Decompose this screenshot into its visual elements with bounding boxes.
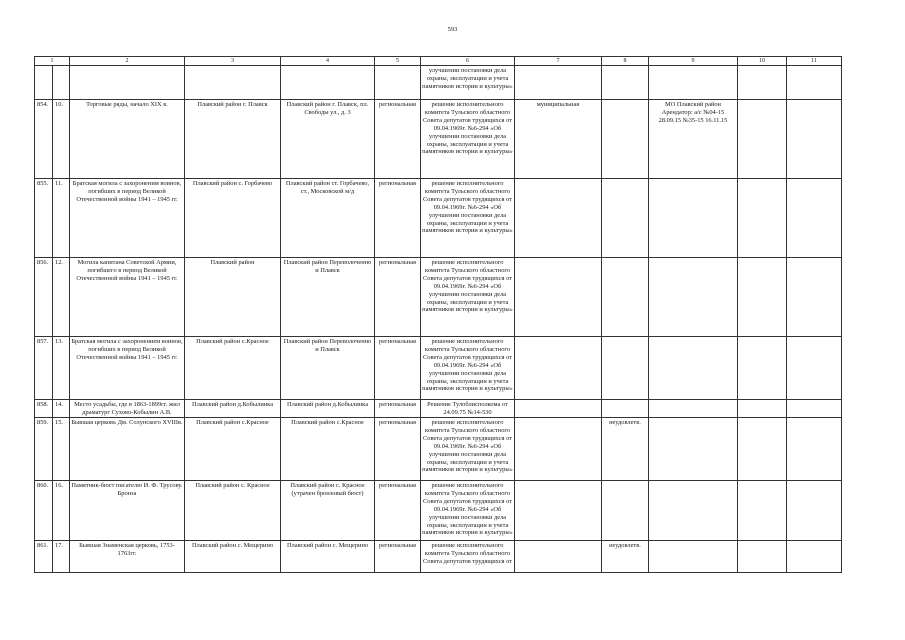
object-location: Плавский район с. Горбачево xyxy=(185,179,281,258)
column-10-cell xyxy=(738,481,787,541)
table-row xyxy=(35,100,842,179)
page-number: 593 xyxy=(447,26,458,33)
object-name: Памятник-бюст писателю И. Ф. Трусову. Бронза xyxy=(70,481,185,541)
column-11-cell xyxy=(787,337,842,400)
technical-condition: неудовлетв. xyxy=(602,418,649,481)
object-address: Плавский район с.Красное xyxy=(281,418,375,481)
registry-number xyxy=(35,66,53,100)
col-3-header: 3 xyxy=(185,57,281,66)
ownership-form: муниципальная xyxy=(515,100,602,179)
ownership-form xyxy=(515,66,602,100)
registry-number: 856. xyxy=(35,258,53,337)
column-10-cell xyxy=(738,258,787,337)
protection-obligation xyxy=(649,258,738,337)
technical-condition xyxy=(602,481,649,541)
column-10-cell xyxy=(738,400,787,418)
col-8-header: 8 xyxy=(602,57,649,66)
col-6-header: 6 xyxy=(421,57,515,66)
column-11-cell xyxy=(787,400,842,418)
col-2-header: 2 xyxy=(70,57,185,66)
protection-obligation xyxy=(649,400,738,418)
local-number: 16. xyxy=(53,481,70,541)
protection-obligation xyxy=(649,66,738,100)
protection-obligation xyxy=(649,418,738,481)
table-row xyxy=(35,400,842,418)
technical-condition xyxy=(602,100,649,179)
object-location: Плавский район д.Кобылинка xyxy=(185,400,281,418)
table-row xyxy=(35,258,842,337)
object-name: Место усадьбы, где в 1863-1899гг. жил драматург Сухово-Кобылин А.В. xyxy=(70,400,185,418)
registry-number: 854. xyxy=(35,100,53,179)
local-number: 12. xyxy=(53,258,70,337)
table-row xyxy=(35,541,842,573)
column-10-cell xyxy=(738,337,787,400)
local-number: 13. xyxy=(53,337,70,400)
registration-document: решение исполнительного комитета Тульского областного Совета депутатов трудящихся от 09.04.1969г. №6-294 «Об улучшении постановки дела охраны, эксплуатации и учета памятников истории и культуры» xyxy=(421,100,515,179)
object-address: Плавский район д.Кобылинка xyxy=(281,400,375,418)
col-7-header: 7 xyxy=(515,57,602,66)
local-number: 10. xyxy=(53,100,70,179)
column-11-cell xyxy=(787,100,842,179)
local-number: 11. xyxy=(53,179,70,258)
local-number xyxy=(53,66,70,100)
column-10-cell xyxy=(738,100,787,179)
col-9-header: 9 xyxy=(649,57,738,66)
technical-condition xyxy=(602,258,649,337)
ownership-form xyxy=(515,179,602,258)
table-row xyxy=(35,418,842,481)
technical-condition xyxy=(602,337,649,400)
protection-obligation xyxy=(649,481,738,541)
col-11-header: 11 xyxy=(787,57,842,66)
protection-obligation xyxy=(649,179,738,258)
ownership-form xyxy=(515,481,602,541)
registration-document: Решение Тулоблисполкома от 24.09.75 №14-530 xyxy=(421,400,515,418)
ownership-form xyxy=(515,400,602,418)
object-location: Плавский район г. Плавск xyxy=(185,100,281,179)
protection-obligation xyxy=(649,541,738,573)
protection-obligation: МО Плавский район Арендатор: а/с №04-15 28.09.15 №35-15 16.11.15 xyxy=(649,100,738,179)
col-5-header: 5 xyxy=(375,57,421,66)
col-4-header: 4 xyxy=(281,57,375,66)
table-row xyxy=(35,179,842,258)
registration-document: решение исполнительного комитета Тульского областного Совета депутатов трудящихся от xyxy=(421,541,515,573)
object-name: Бывшая Знаменская церковь, 1753-1763гг. xyxy=(70,541,185,573)
monument-register-table xyxy=(34,56,842,573)
column-11-cell xyxy=(787,541,842,573)
object-location: Плавский район с.Красное xyxy=(185,418,281,481)
object-location: Плавский район с. Красное xyxy=(185,481,281,541)
ownership-form xyxy=(515,258,602,337)
column-11-cell xyxy=(787,481,842,541)
object-name: Братская могила с захоронением воинов, погибших в период Великой Отечественной войны 1941 – 1945 гг. xyxy=(70,337,185,400)
technical-condition xyxy=(602,400,649,418)
table-row xyxy=(35,337,842,400)
column-11-cell xyxy=(787,258,842,337)
registration-document: решение исполнительного комитета Тульского областного Совета депутатов трудящихся от 09.04.1969г. №6-294 «Об улучшении постановки дела охраны, эксплуатации и учета памятников истории и культуры» xyxy=(421,258,515,337)
ownership-form xyxy=(515,418,602,481)
object-location: Плавский район с. Мещерино xyxy=(185,541,281,573)
object-address: Плавский район ст. Горбачево, ст., Московской м/д xyxy=(281,179,375,258)
column-10-cell xyxy=(738,541,787,573)
col-1-header: 1 xyxy=(35,57,70,66)
protection-category: региональная xyxy=(375,179,421,258)
ownership-form xyxy=(515,337,602,400)
registry-number: 857. xyxy=(35,337,53,400)
column-11-cell xyxy=(787,179,842,258)
column-11-cell xyxy=(787,66,842,100)
registry-number: 855. xyxy=(35,179,53,258)
object-address: Плавский район с. Красное (утрачен бронзовый бюст) xyxy=(281,481,375,541)
object-location: Плавский район xyxy=(185,258,281,337)
protection-obligation xyxy=(649,337,738,400)
column-11-cell xyxy=(787,418,842,481)
table-row xyxy=(35,66,842,100)
registry-number: 858. xyxy=(35,400,53,418)
column-10-cell xyxy=(738,66,787,100)
object-address: Плавский район Переволоченно и Плавск xyxy=(281,337,375,400)
registration-document: решение исполнительного комитета Тульского областного Совета депутатов трудящихся от 09.04.1969г. №6-294 «Об улучшении постановки дела охраны, эксплуатации и учета памятников истории и культуры» xyxy=(421,418,515,481)
local-number: 17. xyxy=(53,541,70,573)
protection-category: региональная xyxy=(375,418,421,481)
local-number: 14. xyxy=(53,400,70,418)
protection-category xyxy=(375,66,421,100)
object-address: Плавский район Переволоченно и Плавск xyxy=(281,258,375,337)
protection-category: региональная xyxy=(375,258,421,337)
object-location: Плавский район с.Красное xyxy=(185,337,281,400)
table-row xyxy=(35,481,842,541)
object-address: Плавский район г. Плавск, пл. Свободы ул., д. 3 xyxy=(281,100,375,179)
object-location xyxy=(185,66,281,100)
local-number: 15. xyxy=(53,418,70,481)
technical-condition: неудовлетв. xyxy=(602,541,649,573)
registration-document: решение исполнительного комитета Тульского областного Совета депутатов трудящихся от 09.04.1969г. №6-294 «Об улучшении постановки дела охраны, эксплуатации и учета памятников истории и культуры» xyxy=(421,179,515,258)
ownership-form xyxy=(515,541,602,573)
registry-number: 859. xyxy=(35,418,53,481)
protection-category: региональная xyxy=(375,100,421,179)
object-name: Бывшая церковь Дм. Солунского XVIIIв. xyxy=(70,418,185,481)
protection-category: региональная xyxy=(375,337,421,400)
object-address: Плавский район с. Мещерино xyxy=(281,541,375,573)
object-name xyxy=(70,66,185,100)
column-number-header-row xyxy=(35,57,842,66)
protection-category: региональная xyxy=(375,541,421,573)
object-name: Могила капитана Советской Армии, погибшего в период Великой Отечественной войны 1941 – 1945 гг. xyxy=(70,258,185,337)
column-10-cell xyxy=(738,418,787,481)
object-name: Братская могила с захороненим воинов, погибших в период Великой Отечественной войны 1941 – 1945 гг. xyxy=(70,179,185,258)
registration-document: улучшении постановки дела охраны, эксплуатации и учета памятников истории и культуры» xyxy=(421,66,515,100)
registry-number: 861. xyxy=(35,541,53,573)
object-address xyxy=(281,66,375,100)
registry-number: 860. xyxy=(35,481,53,541)
column-10-cell xyxy=(738,179,787,258)
registration-document: решение исполнительного комитета Тульского областного Совета депутатов трудящихся от 09.04.1969г. №6-294 «Об улучшении постановки дела охраны, эксплуатации и учета памятников истории и культуры» xyxy=(421,337,515,400)
technical-condition xyxy=(602,66,649,100)
object-name: Торговые ряды, начало XIX в. xyxy=(70,100,185,179)
protection-category: региональная xyxy=(375,400,421,418)
registration-document: решение исполнительного комитета Тульского областного Совета депутатов трудящихся от 09.04.1969г. №6-294 «Об улучшении постановки дела охраны, эксплуатации и учета памятников истории и культуры» xyxy=(421,481,515,541)
col-10-header: 10 xyxy=(738,57,787,66)
technical-condition xyxy=(602,179,649,258)
protection-category: региональная xyxy=(375,481,421,541)
